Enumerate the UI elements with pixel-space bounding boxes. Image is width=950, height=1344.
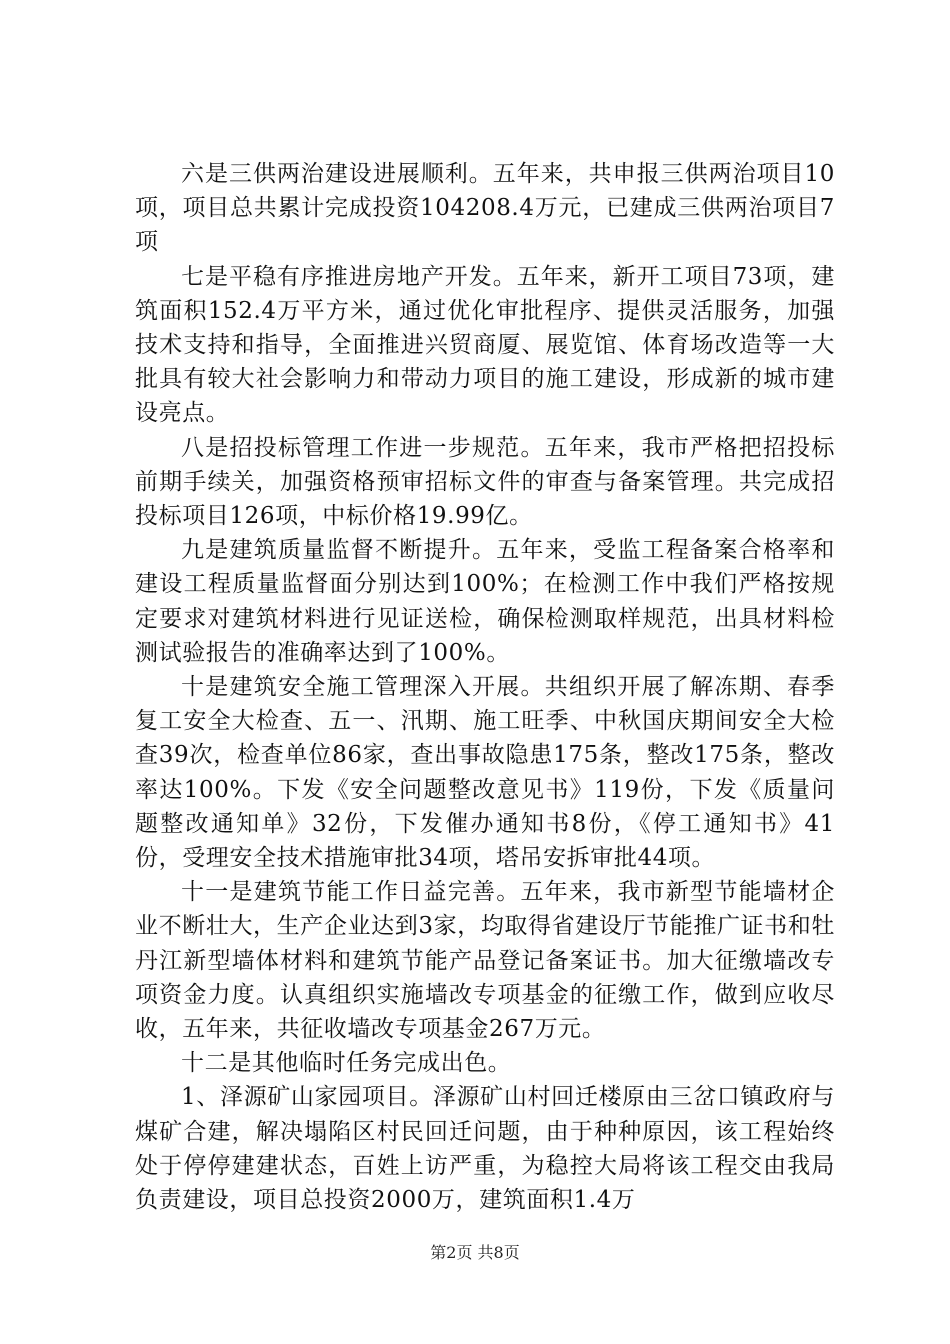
page-number-footer: 第2页 共8页 [430,1243,520,1262]
paragraph-eleven: 十一是建筑节能工作日益完善。五年来，我市新型节能墙材企业不断壮大，生产企业达到3家，均取得省建设厅节能推广证书和牡丹江新型墙体材料和建筑节能产品登记备案证书。加大征缴墙改专项资金力度。认真组织实施墙改专项基金的征缴工作，做到应收尽收，五年来，共征收墙改专项基金267万元。 [135,879,835,1043]
paragraph-six: 六是三供两治建设进展顺利。五年来，共申报三供两治项目10项，项目总共累计完成投资104208.4万元，已建成三供两治项目7项 [135,161,835,256]
paragraph-seven: 七是平稳有序推进房地产开发。五年来，新开工项目73项，建筑面积152.4万平方米，通过优化审批程序、提供灵活服务，加强技术支持和指导，全面推进兴贸商厦、展览馆、体育场改造等一大批具有较大社会影响力和带动力项目的施工建设，形成新的城市建设亮点。 [135,263,835,427]
paragraph-twelve: 十二是其他临时任务完成出色。 [181,1050,512,1077]
paragraph-item-one: 1、泽源矿山家园项目。泽源矿山村回迁楼原由三岔口镇政府与煤矿合建，解决塌陷区村民回迁问题，由于种种原因，该工程始终处于停停建建状态，百姓上访严重，为稳控大局将该工程交由我局负责建设，项目总投资2000万，建筑面积1.4万 [135,1084,835,1214]
paragraph-ten: 十是建筑安全施工管理深入开展。共组织开展了解冻期、春季复工安全大检查、五一、汛期、施工旺季、中秋国庆期间安全大检查39次，检查单位86家，查出事故隐患175条，整改175条，整改率达100%。下发《安全问题整改意见书》119份，下发《质量问题整改通知单》32份，下发催办通知书8份，《停工通知书》41份，受理安全技术措施审批34项，塔吊安拆审批44项。 [135,674,835,872]
paragraph-eight: 八是招投标管理工作进一步规范。五年来，我市严格把招投标前期手续关，加强资格预审招标文件的审查与备案管理。共完成招投标项目126项，中标价格19.99亿。 [135,434,835,530]
document-body [135,157,835,1217]
paragraph-nine: 九是建筑质量监督不断提升。五年来，受监工程备案合格率和建设工程质量监督面分别达到100%；在检测工作中我们严格按规定要求对建筑材料进行见证送检，确保检测取样规范，出具材料检测试验报告的准确率达到了100%。 [135,537,835,666]
